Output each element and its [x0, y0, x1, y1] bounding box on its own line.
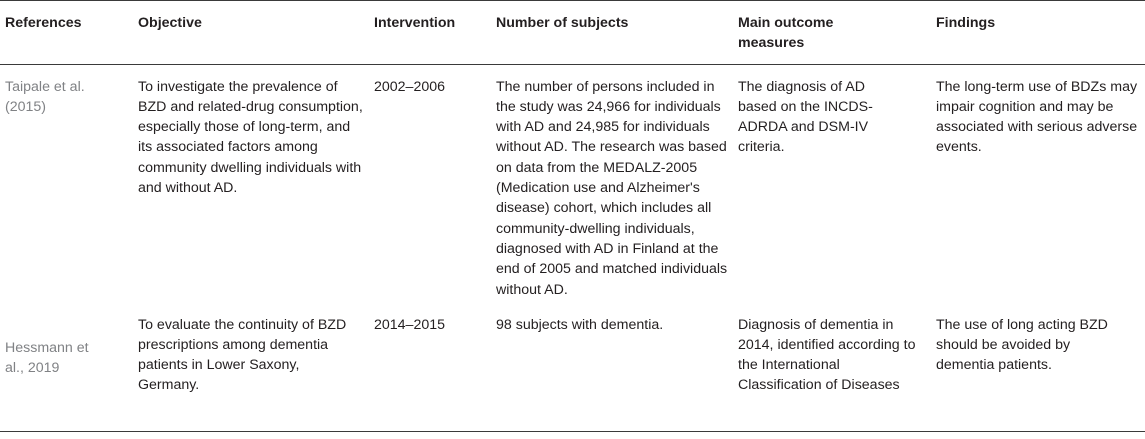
header-main-outcome-measures: Main outcome measures: [738, 1, 936, 65]
cell-main-outcome: Diagnosis of dementia in 2014, identified according to the International Classification of Diseases: [738, 315, 936, 432]
table-row: [0, 315, 1145, 432]
cell-intervention: 2014–2015: [374, 315, 496, 432]
cell-objective: To investigate the prevalence of BZD and related-drug consumption, especially those of long-term, and its associated factors among community dwelling individuals with and without AD.: [138, 78, 363, 197]
cell-intervention: 2002–2006: [374, 78, 446, 95]
header-intervention: Intervention: [374, 1, 496, 65]
cell-findings: The long-term use of BDZs may impair cognition and may be associated with serious adverse events.: [936, 78, 1138, 156]
cell-number-of-subjects: 98 subjects with dementia.: [496, 315, 738, 432]
header-number-of-subjects: Number of subjects: [496, 1, 738, 65]
cell-objective: To evaluate the continuity of BZD prescriptions among dementia patients in Lower Saxony, Germany.: [138, 315, 374, 432]
table-body: [0, 64, 1145, 431]
header-findings: Findings: [936, 1, 1145, 65]
header-row: [0, 1, 1145, 65]
cell-reference: Taipale et al. (2015): [5, 78, 85, 115]
cell-main-outcome: The diagnosis of AD based on the INCDS-ADRDA and DSM-IV criteria.: [738, 78, 873, 156]
table-header: [0, 1, 1145, 65]
cell-findings: The use of long acting BZD should be avoided by dementia patients.: [936, 315, 1145, 432]
cell-number-of-subjects: The number of persons included in the study was 24,966 for individuals with AD and 24,985 for individuals without AD. The research was based on data from the MEDALZ-2005 (Medication use and Alzheimer's disease) cohort, which includes all community-dwelling individuals, diagnosed with AD in Finland at the end of 2005 and matched individuals without AD.: [496, 78, 728, 298]
table-row: [0, 64, 1145, 315]
cell-reference: Hessmann et al., 2019: [0, 315, 138, 432]
header-objective: Objective: [138, 1, 374, 65]
header-references: References: [0, 1, 138, 65]
